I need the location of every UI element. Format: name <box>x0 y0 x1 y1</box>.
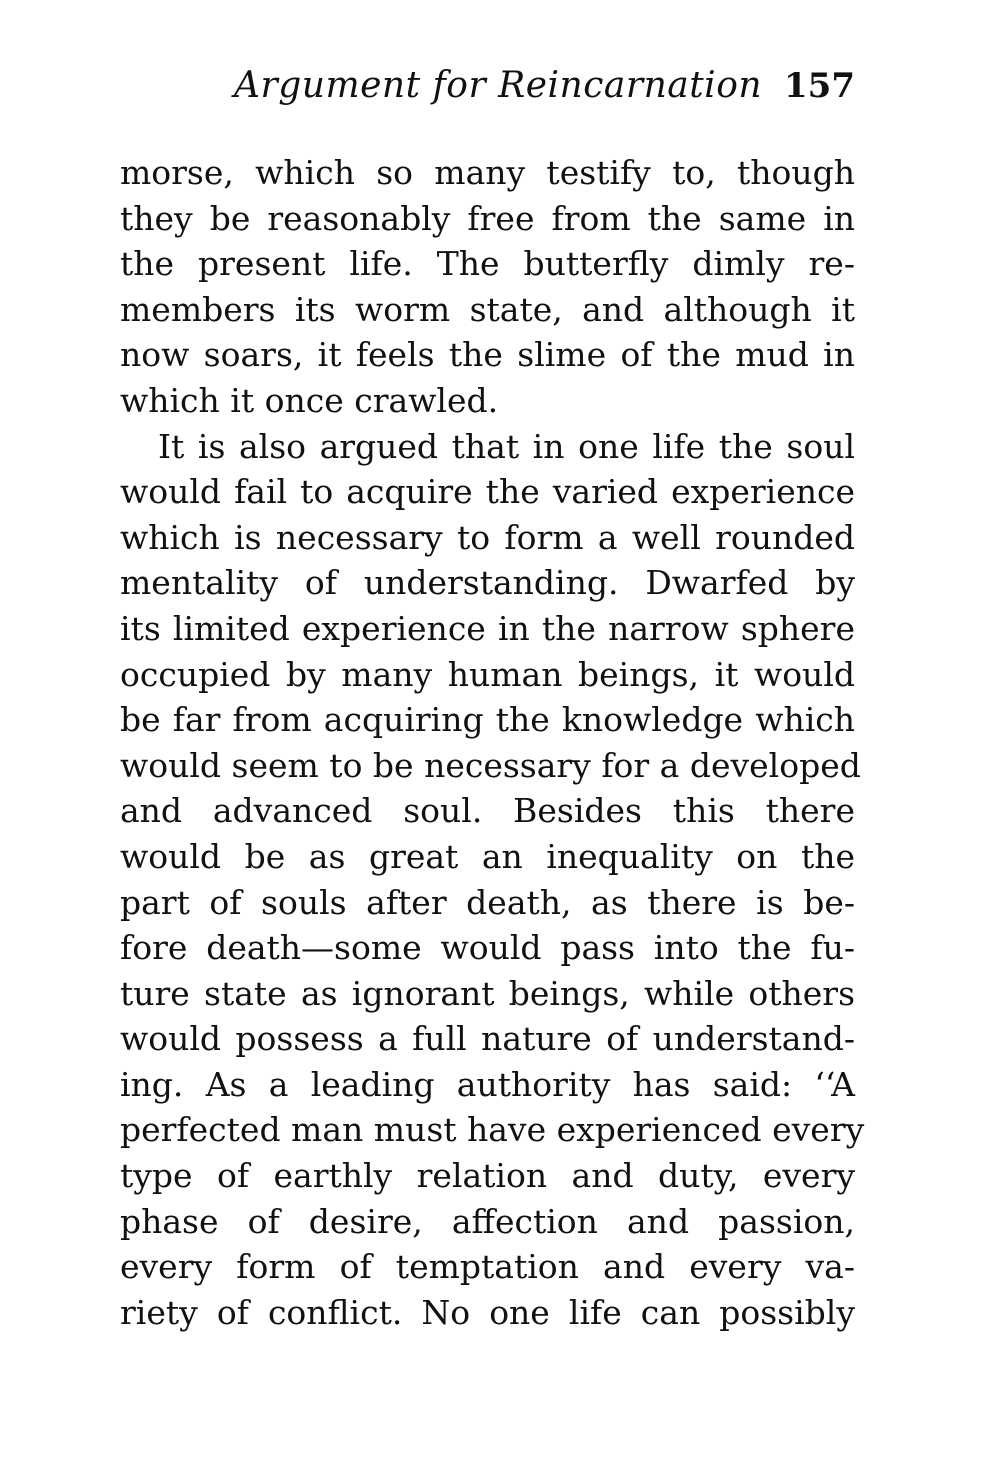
text-line: type of earthly relation and duty, every <box>120 1156 855 1196</box>
text-line: part of souls after death, as there is be- <box>120 882 855 922</box>
text-line: ture state as ignorant beings, while others <box>120 973 855 1013</box>
text-line: occupied by many human beings, it would <box>120 654 855 694</box>
text-line: every form of temptation and every va- <box>120 1247 855 1287</box>
text-line: they be reasonably free from the same in <box>120 198 855 238</box>
text-line: the present life. The butterfly dimly re- <box>120 244 855 284</box>
text-line: which it once crawled. <box>120 380 499 420</box>
body-text <box>120 150 865 1335</box>
running-title: Argument for Reincarnation <box>234 65 763 106</box>
text-line: would be as great an inequality on the <box>120 836 855 876</box>
text-line: be far from acquiring the knowledge which <box>120 700 855 740</box>
text-line: riety of conflict. No one life can possibly <box>120 1292 855 1332</box>
text-line: which is necessary to form a well rounded <box>120 517 855 557</box>
running-head <box>120 62 855 110</box>
text-line: and advanced soul. Besides this there <box>120 791 855 831</box>
paragraph-start-line: It is also argued that in one life the soul <box>158 426 855 466</box>
text-line: would fail to acquire the varied experience <box>120 472 855 512</box>
text-line: would possess a full nature of understand- <box>120 1019 855 1059</box>
text-line: mentality of understanding. Dwarfed by <box>120 563 855 603</box>
text-line: fore death—some would pass into the fu- <box>120 928 855 968</box>
text-line: morse, which so many testify to, though <box>120 153 855 192</box>
text-line: members its worm state, and although it <box>120 289 855 329</box>
text-line: ing. As a leading authority has said: ‘‘A <box>120 1064 855 1104</box>
text-line: would seem to be necessary for a developed <box>120 745 861 785</box>
text-line: perfected man must have experienced every <box>120 1110 865 1150</box>
text-line: now soars, it feels the slime of the mud in <box>120 335 855 375</box>
text-line: phase of desire, affection and passion, <box>120 1201 855 1241</box>
page-number: 157 <box>784 66 855 106</box>
text-line: its limited experience in the narrow sphere <box>120 608 855 648</box>
